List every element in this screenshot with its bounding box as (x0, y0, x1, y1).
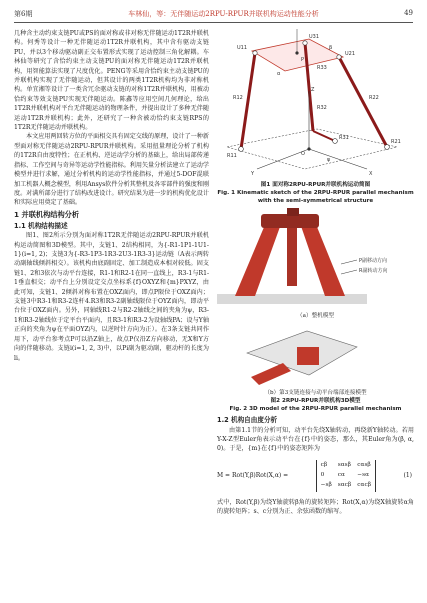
matrix-cell: cαsβ (357, 461, 371, 468)
point-o (307, 147, 310, 150)
matrix-cell: cα (337, 472, 345, 479)
kinematic-sketch-diagram (217, 29, 414, 181)
intro-paragraph-1: 几种含主动约束支链PU或PS的面对称或非对称无伴随运动1T2R并联机构。何秀等设计一种无伴随运动1T2R并联机构，其中含有驱动支链PU，并以3个移动驱动副正交布置形式实现了运动控制三角化解耦。车林仙等研究了含恰约束主动支链PU的面对称无伴随运动1T2R并联机构，用智能算法实现了尺度优化。PENG等采用含恰约束主动支链PU的并联机构实现了无伴随运动，但其设计的两类1T2R机构均为非对称机构。单宜湘等设计了一类含冗余驱动支链的对称1T2R并联机构，用被动恰约束等效支链PU实现无伴随运动。陈鑫等应用空间几何理论，给出1T2R并联机构对平台无伴随运动的物理条件，并提出设计了多种无伴随运动1T2R并联机构；此外，还研究了一种含被动恰约束支链RPS的1T2R无伴随运动并联机构。 (14, 30, 209, 132)
label-beta: β (329, 45, 333, 51)
leg-2 (339, 57, 387, 147)
joint-u21 (337, 55, 341, 59)
joint-u31 (303, 41, 307, 45)
spindle-model (287, 208, 299, 216)
whole-machine-model (217, 208, 414, 312)
figure-2b-model (217, 323, 414, 389)
label-y: Y (251, 171, 255, 177)
equation-1 (217, 456, 414, 496)
figure-2b-label: （b）第3支链连接与动平台端部连接模型 (264, 390, 367, 396)
label-r12: R12 (233, 95, 243, 101)
right-column (217, 29, 414, 517)
leg-2-model (301, 222, 345, 296)
intro-paragraph-2: 本文应用两回转方位的平面相交具有固定交线的原理，设计了一种新型面对称无伴随运动2RPU-RPUR并联机构。采用扭量理论分析了机构的1T2R自由度特性；在正机构、逆运动学分析的基础上，给出局部传递指标、工作空间与奇异等运动学性能指标。利用矢量分析法建立了运动学模型并进行求解，通过分析机构的运动学性能指标，并通过5-DOF混联加工机器人概念模型，利用Ansys软件分析其整机及各零部件的强度和刚度。对满所部分进行了结构改进设计。研究结果为进一步的机构优化设计和实际应用奠定了基础。 (14, 133, 209, 207)
page-number: 49 (404, 9, 413, 17)
figure-1-caption-en-1: Fig. 1 Kinematic sketch of the 2RPU-RPUR parallel mechanism (217, 190, 414, 196)
label-x: X (369, 171, 373, 177)
label-r33: R33 (317, 65, 327, 71)
label-u31: U31 (309, 34, 320, 40)
label-r22: R22 (369, 95, 379, 101)
chain-3-connection-model (217, 323, 414, 389)
left-column (14, 29, 209, 363)
equation-number: (1) (403, 472, 412, 480)
figure-2-caption-cn: 图2 2RPU-RPUR并联机构3D模型 (270, 398, 361, 404)
matrix-cell: sαcβ (337, 482, 352, 489)
label-r32: R32 (317, 105, 327, 111)
chain-3-joint-detail (297, 347, 319, 365)
joint-r11 (239, 147, 244, 152)
joint-r21 (385, 145, 390, 150)
page-header (14, 9, 413, 23)
figure-2-caption-en: Fig. 2 3D model of the 2RPU-RPUR parallel mechanism (229, 406, 402, 412)
equation-lhs: M = Rot(Y,β)Rot(X,α) = (217, 472, 289, 480)
matrix-cell: cαcβ (357, 482, 372, 489)
rotation-matrix (316, 460, 376, 492)
leg-3-model (287, 228, 297, 286)
label-r21: R21 (391, 139, 401, 145)
legend-p-joint: P副移动方向 (359, 258, 388, 264)
subsection-1-1-title: 1.1 机构结构描述 (14, 221, 68, 230)
x-axis (309, 149, 367, 169)
section-1-title: 1 并联机构结构分析 (14, 209, 80, 219)
label-r11: R11 (227, 153, 237, 159)
matrix-cell: 0 (320, 472, 325, 479)
paragraph-1-2: 由第1.1节的分析可知，动平台先绕X轴转动，再绕新Y轴转动。若用Y-X-Z型Euler角表示动平台在{f}中的姿态，那么，其Euler角为(β, α, 0)。于是，{m}在{f}中的姿态矩阵为 (217, 426, 414, 453)
issue-number: 第6期 (14, 10, 33, 18)
matrix-cell: cβ (320, 461, 328, 468)
matrix-cell: −sα (357, 472, 370, 479)
figure-2a-model (217, 208, 414, 312)
label-o: O (301, 151, 305, 157)
subsection-1-2-title: 1.2 机构自由度分析 (217, 416, 278, 424)
running-title: 车林仙，等：无伴随运动2RPU-RPUR并联机构运动性能分析 (128, 10, 319, 18)
joint-r31 (333, 139, 338, 144)
label-p: P (301, 57, 305, 63)
figure-1-caption-cn: 图1 面对称2RPU-RPUR并联机构运动简图 (260, 182, 371, 188)
label-alpha: α (277, 71, 281, 77)
leg-1 (241, 53, 255, 149)
label-u11: U11 (237, 45, 248, 51)
base-plane (227, 129, 397, 169)
label-u21: U21 (345, 51, 356, 57)
figure-1-sketch (217, 29, 414, 181)
paragraph-after-equation: 式中，Rot(Y,β)为绕Y轴旋转β角的旋转矩阵；Rot(X,α)为绕X轴旋转α角的旋转矩阵；s、c分别为正、余弦函数的缩写。 (217, 498, 414, 516)
paragraph-1-1: 图1、图2所示分别为面对称1T2R无伴随运动2RPU-RPUR并联机构运动简图和3D模型。其中，支链1、2结构相同，为{-R1-1P1-1U1-1}(i=1, 2)；支链3为{-R3-1P3-1R3-2U3-1R3-3}运动链（A表示两转动副轴线倾斜相交）。该机构由底副固定、加工制造成本相对较低。固支链1、2和3依次与动平台连接，R1-1和R2-1在同一直线上，R3-1与R1-1垂直相交；动平台上分别设定交点坐标系{f}OXYZ和{m}PXYZ，由此可知，支链1、2倾斜对称布置在OXZ面内，即点P限位于OXZ面内；支链3中R3-1和R3-2连杆4.R3和R3-2副轴线限位于OYZ面内，即动平台位于OXZ面内。另外，同轴线R1-2与R2-2轴线之间的夹角为ψ，R3-1和R3-2轴线位于定平台平面内，且R3-1和R3-2为设轴线PA；设与Y轴正向的夹角为ψ在平面OYZ内，以逆时针方向为正）。在3条支链共同作用下，动平台参考点P可以沿Z轴上，故点P仅沿Z方向移动，无X和Y方向的伴随移动。支链i(i=1, 2, 3)中，以Pi副为驱动副，驱动杆的长度为li。 (14, 232, 209, 362)
label-r31: R31 (339, 135, 349, 141)
point-p (295, 51, 298, 54)
legend-r-joint: R副转动方向 (359, 268, 388, 274)
label-psi: ψ (327, 157, 331, 163)
header-rule (14, 22, 413, 23)
matrix-cell: sαsβ (337, 461, 352, 468)
legend-leader-2 (341, 270, 357, 274)
platform-model (261, 214, 319, 228)
matrix-cell: −sβ (320, 482, 332, 489)
label-z: Z (311, 87, 315, 93)
leg-1-model (235, 220, 281, 296)
moving-platform (252, 39, 343, 71)
joint-u11 (253, 51, 257, 55)
legend-leader-1 (341, 260, 357, 264)
figure-1-caption-en-2: with the semi-symmetrical structure (257, 198, 374, 204)
figure-2a-label: （a）整机模型 (297, 313, 334, 319)
chain-link-detail (251, 363, 291, 385)
